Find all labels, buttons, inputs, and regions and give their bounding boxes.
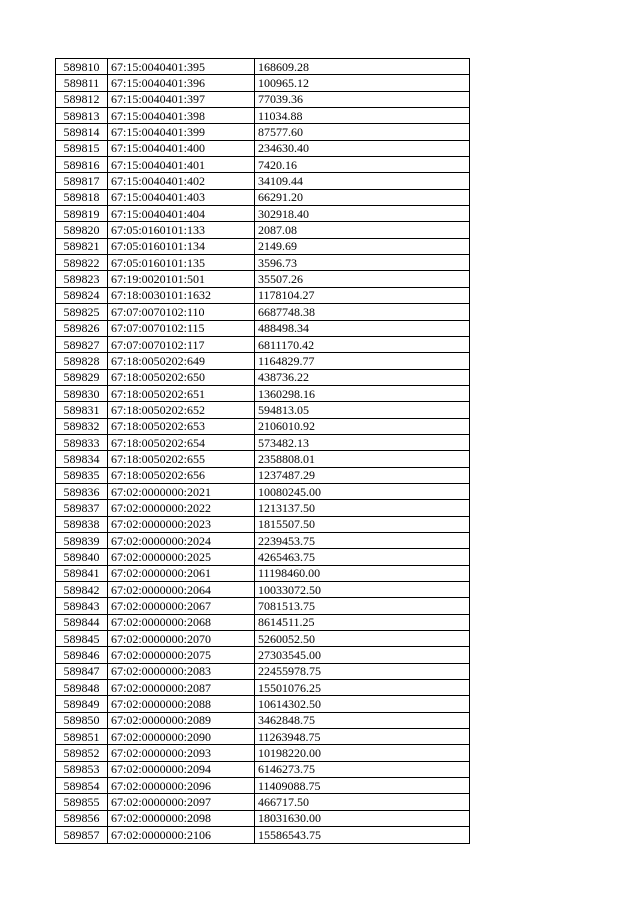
- table-row: [56, 434, 470, 450]
- data-table: [55, 58, 470, 844]
- table-row: [56, 614, 470, 630]
- row-number-cell: 589851: [56, 729, 108, 745]
- cadastral-number-cell: 67:02:0000000:2022: [108, 500, 255, 516]
- cadastral-number-cell: 67:07:0070102:117: [108, 336, 255, 352]
- table-row: [56, 827, 470, 843]
- table-row: [56, 287, 470, 303]
- value-cell: 10033072.50: [255, 582, 470, 598]
- table-row: [56, 369, 470, 385]
- table-row: [56, 483, 470, 499]
- value-cell: 77039.36: [255, 91, 470, 107]
- table-row: [56, 206, 470, 222]
- row-number-cell: 589826: [56, 320, 108, 336]
- table-row: [56, 402, 470, 418]
- cadastral-number-cell: 67:15:0040401:402: [108, 173, 255, 189]
- row-number-cell: 589849: [56, 696, 108, 712]
- value-cell: 10614302.50: [255, 696, 470, 712]
- table-row: [56, 222, 470, 238]
- table-row: [56, 353, 470, 369]
- table-row: [56, 173, 470, 189]
- value-cell: 2239453.75: [255, 532, 470, 548]
- cadastral-number-cell: 67:18:0050202:653: [108, 418, 255, 434]
- table-row: [56, 91, 470, 107]
- cadastral-number-cell: 67:02:0000000:2106: [108, 827, 255, 843]
- row-number-cell: 589825: [56, 304, 108, 320]
- row-number-cell: 589822: [56, 255, 108, 271]
- table-row: [56, 712, 470, 728]
- cadastral-number-cell: 67:05:0160101:135: [108, 255, 255, 271]
- row-number-cell: 589836: [56, 483, 108, 499]
- value-cell: 594813.05: [255, 402, 470, 418]
- value-cell: 6146273.75: [255, 761, 470, 777]
- row-number-cell: 589838: [56, 516, 108, 532]
- row-number-cell: 589830: [56, 385, 108, 401]
- cadastral-number-cell: 67:02:0000000:2097: [108, 794, 255, 810]
- table-row: [56, 516, 470, 532]
- value-cell: 11409088.75: [255, 778, 470, 794]
- cadastral-number-cell: 67:15:0040401:400: [108, 140, 255, 156]
- value-cell: 27303545.00: [255, 647, 470, 663]
- table-row: [56, 778, 470, 794]
- table-row: [56, 271, 470, 287]
- cadastral-number-cell: 67:18:0050202:652: [108, 402, 255, 418]
- cadastral-number-cell: 67:18:0050202:654: [108, 434, 255, 450]
- value-cell: 34109.44: [255, 173, 470, 189]
- row-number-cell: 589827: [56, 336, 108, 352]
- row-number-cell: 589846: [56, 647, 108, 663]
- cadastral-number-cell: 67:15:0040401:399: [108, 124, 255, 140]
- value-cell: 2087.08: [255, 222, 470, 238]
- cadastral-number-cell: 67:15:0040401:398: [108, 108, 255, 124]
- table-row: [56, 157, 470, 173]
- cadastral-number-cell: 67:18:0050202:655: [108, 451, 255, 467]
- value-cell: 15586543.75: [255, 827, 470, 843]
- table-row: [56, 418, 470, 434]
- row-number-cell: 589815: [56, 140, 108, 156]
- value-cell: 2149.69: [255, 238, 470, 254]
- table-row: [56, 532, 470, 548]
- cadastral-number-cell: 67:02:0000000:2064: [108, 582, 255, 598]
- cadastral-number-cell: 67:15:0040401:395: [108, 59, 255, 75]
- table-body: [56, 59, 470, 844]
- row-number-cell: 589856: [56, 810, 108, 826]
- cadastral-number-cell: 67:02:0000000:2024: [108, 532, 255, 548]
- table-row: [56, 631, 470, 647]
- value-cell: 573482.13: [255, 434, 470, 450]
- row-number-cell: 589835: [56, 467, 108, 483]
- cadastral-number-cell: 67:02:0000000:2021: [108, 483, 255, 499]
- value-cell: 1164829.77: [255, 353, 470, 369]
- cadastral-number-cell: 67:07:0070102:110: [108, 304, 255, 320]
- value-cell: 2358808.01: [255, 451, 470, 467]
- row-number-cell: 589829: [56, 369, 108, 385]
- cadastral-number-cell: 67:15:0040401:396: [108, 75, 255, 91]
- cadastral-number-cell: 67:18:0050202:651: [108, 385, 255, 401]
- row-number-cell: 589823: [56, 271, 108, 287]
- row-number-cell: 589854: [56, 778, 108, 794]
- table-row: [56, 336, 470, 352]
- row-number-cell: 589837: [56, 500, 108, 516]
- row-number-cell: 589833: [56, 434, 108, 450]
- table-row: [56, 598, 470, 614]
- row-number-cell: 589814: [56, 124, 108, 140]
- row-number-cell: 589855: [56, 794, 108, 810]
- table-row: [56, 467, 470, 483]
- cadastral-number-cell: 67:02:0000000:2067: [108, 598, 255, 614]
- row-number-cell: 589857: [56, 827, 108, 843]
- value-cell: 11034.88: [255, 108, 470, 124]
- cadastral-number-cell: 67:02:0000000:2075: [108, 647, 255, 663]
- table-row: [56, 108, 470, 124]
- table-row: [56, 794, 470, 810]
- row-number-cell: 589852: [56, 745, 108, 761]
- value-cell: 11198460.00: [255, 565, 470, 581]
- cadastral-number-cell: 67:02:0000000:2083: [108, 663, 255, 679]
- table-row: [56, 500, 470, 516]
- value-cell: 6687748.38: [255, 304, 470, 320]
- cadastral-number-cell: 67:02:0000000:2087: [108, 680, 255, 696]
- value-cell: 302918.40: [255, 206, 470, 222]
- table-row: [56, 140, 470, 156]
- cadastral-number-cell: 67:05:0160101:133: [108, 222, 255, 238]
- cadastral-number-cell: 67:02:0000000:2090: [108, 729, 255, 745]
- value-cell: 1360298.16: [255, 385, 470, 401]
- row-number-cell: 589841: [56, 565, 108, 581]
- cadastral-number-cell: 67:05:0160101:134: [108, 238, 255, 254]
- table-row: [56, 189, 470, 205]
- cadastral-number-cell: 67:02:0000000:2023: [108, 516, 255, 532]
- table-row: [56, 810, 470, 826]
- table-row: [56, 75, 470, 91]
- table-row: [56, 255, 470, 271]
- row-number-cell: 589842: [56, 582, 108, 598]
- value-cell: 4265463.75: [255, 549, 470, 565]
- row-number-cell: 589834: [56, 451, 108, 467]
- value-cell: 6811170.42: [255, 336, 470, 352]
- table-row: [56, 663, 470, 679]
- table-row: [56, 761, 470, 777]
- cadastral-number-cell: 67:02:0000000:2070: [108, 631, 255, 647]
- row-number-cell: 589819: [56, 206, 108, 222]
- value-cell: 10080245.00: [255, 483, 470, 499]
- cadastral-number-cell: 67:15:0040401:401: [108, 157, 255, 173]
- cadastral-number-cell: 67:02:0000000:2096: [108, 778, 255, 794]
- cadastral-number-cell: 67:02:0000000:2093: [108, 745, 255, 761]
- table-row: [56, 304, 470, 320]
- cadastral-number-cell: 67:02:0000000:2089: [108, 712, 255, 728]
- row-number-cell: 589821: [56, 238, 108, 254]
- value-cell: 1237487.29: [255, 467, 470, 483]
- table-row: [56, 238, 470, 254]
- row-number-cell: 589820: [56, 222, 108, 238]
- value-cell: 10198220.00: [255, 745, 470, 761]
- value-cell: 466717.50: [255, 794, 470, 810]
- cadastral-number-cell: 67:18:0050202:650: [108, 369, 255, 385]
- cadastral-number-cell: 67:02:0000000:2088: [108, 696, 255, 712]
- table-row: [56, 729, 470, 745]
- cadastral-number-cell: 67:02:0000000:2025: [108, 549, 255, 565]
- value-cell: 2106010.92: [255, 418, 470, 434]
- row-number-cell: 589840: [56, 549, 108, 565]
- value-cell: 87577.60: [255, 124, 470, 140]
- row-number-cell: 589832: [56, 418, 108, 434]
- value-cell: 66291.20: [255, 189, 470, 205]
- row-number-cell: 589812: [56, 91, 108, 107]
- value-cell: 18031630.00: [255, 810, 470, 826]
- row-number-cell: 589848: [56, 680, 108, 696]
- row-number-cell: 589818: [56, 189, 108, 205]
- cadastral-number-cell: 67:02:0000000:2094: [108, 761, 255, 777]
- table-row: [56, 745, 470, 761]
- value-cell: 168609.28: [255, 59, 470, 75]
- row-number-cell: 589839: [56, 532, 108, 548]
- cadastral-number-cell: 67:18:0050202:649: [108, 353, 255, 369]
- cadastral-number-cell: 67:15:0040401:403: [108, 189, 255, 205]
- cadastral-number-cell: 67:19:0020101:501: [108, 271, 255, 287]
- table-row: [56, 451, 470, 467]
- row-number-cell: 589853: [56, 761, 108, 777]
- table-row: [56, 696, 470, 712]
- value-cell: 234630.40: [255, 140, 470, 156]
- row-number-cell: 589824: [56, 287, 108, 303]
- value-cell: 35507.26: [255, 271, 470, 287]
- table-row: [56, 549, 470, 565]
- value-cell: 8614511.25: [255, 614, 470, 630]
- value-cell: 100965.12: [255, 75, 470, 91]
- table-row: [56, 582, 470, 598]
- row-number-cell: 589847: [56, 663, 108, 679]
- value-cell: 7420.16: [255, 157, 470, 173]
- table-row: [56, 680, 470, 696]
- value-cell: 1213137.50: [255, 500, 470, 516]
- row-number-cell: 589843: [56, 598, 108, 614]
- value-cell: 488498.34: [255, 320, 470, 336]
- table-row: [56, 320, 470, 336]
- cadastral-number-cell: 67:02:0000000:2061: [108, 565, 255, 581]
- cadastral-number-cell: 67:18:0050202:656: [108, 467, 255, 483]
- value-cell: 1815507.50: [255, 516, 470, 532]
- cadastral-number-cell: 67:15:0040401:397: [108, 91, 255, 107]
- table-row: [56, 59, 470, 75]
- cadastral-number-cell: 67:02:0000000:2068: [108, 614, 255, 630]
- value-cell: 22455978.75: [255, 663, 470, 679]
- cadastral-number-cell: 67:07:0070102:115: [108, 320, 255, 336]
- row-number-cell: 589813: [56, 108, 108, 124]
- row-number-cell: 589816: [56, 157, 108, 173]
- value-cell: 5260052.50: [255, 631, 470, 647]
- table-row: [56, 124, 470, 140]
- row-number-cell: 589828: [56, 353, 108, 369]
- value-cell: 3462848.75: [255, 712, 470, 728]
- row-number-cell: 589817: [56, 173, 108, 189]
- row-number-cell: 589811: [56, 75, 108, 91]
- value-cell: 7081513.75: [255, 598, 470, 614]
- table-row: [56, 647, 470, 663]
- cadastral-number-cell: 67:15:0040401:404: [108, 206, 255, 222]
- value-cell: 1178104.27: [255, 287, 470, 303]
- row-number-cell: 589844: [56, 614, 108, 630]
- value-cell: 438736.22: [255, 369, 470, 385]
- row-number-cell: 589810: [56, 59, 108, 75]
- row-number-cell: 589845: [56, 631, 108, 647]
- value-cell: 11263948.75: [255, 729, 470, 745]
- row-number-cell: 589831: [56, 402, 108, 418]
- cadastral-number-cell: 67:18:0030101:1632: [108, 287, 255, 303]
- table-row: [56, 565, 470, 581]
- value-cell: 15501076.25: [255, 680, 470, 696]
- value-cell: 3596.73: [255, 255, 470, 271]
- table-row: [56, 385, 470, 401]
- cadastral-number-cell: 67:02:0000000:2098: [108, 810, 255, 826]
- row-number-cell: 589850: [56, 712, 108, 728]
